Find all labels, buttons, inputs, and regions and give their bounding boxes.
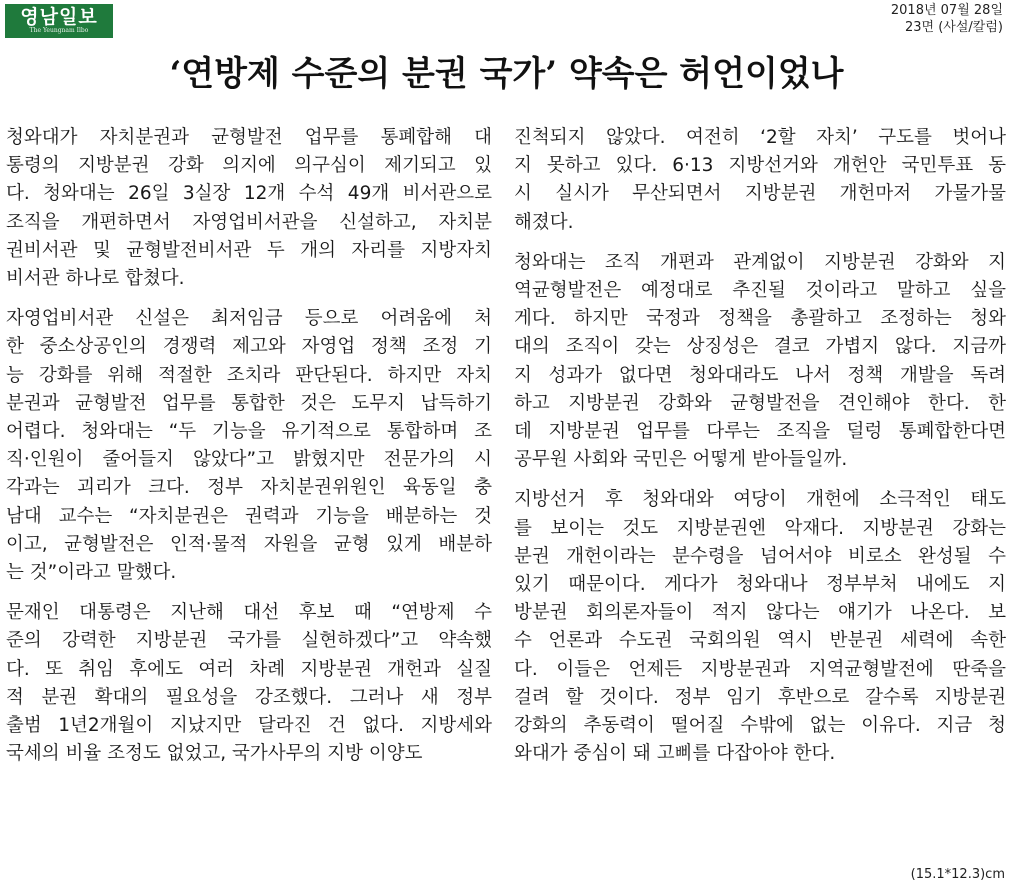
article-line: 출범 1년2개월이 지났지만 달라진 건 없다. 지방세와	[6, 715, 492, 737]
article-line: 있기 때문이다. 게다가 청와대나 정부부처 내에도 지	[514, 574, 1006, 596]
paragraph-gap	[6, 587, 492, 599]
article-line: 자영업비서관 신설은 최저임금 등으로 어려움에 처	[6, 308, 492, 330]
article-paragraph	[514, 249, 1006, 475]
logo-name: 영남일보	[20, 6, 98, 28]
article-line: 능 강화를 위해 적절한 조치라 판단된다. 하지만 자치	[6, 364, 492, 386]
article-headline: ‘연방제 수준의 분권 국가’ 약속은 허언이었나	[169, 54, 844, 94]
paragraph-gap	[6, 293, 492, 305]
article-line: 강화의 추동력이 떨어질 수밖에 없는 이유다. 지금 청	[514, 715, 1006, 737]
publication-date: 2018년 07월 28일	[890, 3, 1003, 18]
article-line: 적 분권 확대의 필요성을 강조했다. 그러나 새 정부	[6, 686, 492, 708]
article-line: 걸려 할 것이다. 정부 임기 후반으로 갈수록 지방분권	[514, 686, 1006, 708]
logo-subtitle: The Yeungnam Ilbo	[29, 27, 89, 34]
article-size-note: (15.1*12.3)cm	[910, 867, 1005, 882]
article-line: 준의 강력한 지방분권 국가를 실현하겠다”고 약속했	[6, 630, 492, 652]
article-line: 방분권 회의론자들이 적지 않다는 얘기가 나온다. 보	[514, 602, 1006, 624]
article-line: 대의 조직이 갖는 상징성은 결코 가볍지 않다. 지금까	[514, 336, 1006, 358]
article-line: 어렵다. 청와대는 “두 기능을 유기적으로 통합하며 조	[6, 421, 492, 443]
article-paragraph	[6, 124, 492, 293]
paragraph-gap	[514, 474, 1006, 486]
article-line: 지 못하고 있다. 6·13 지방선거와 개헌안 국민투표 동	[514, 155, 1006, 177]
article-line: 다. 또 취임 후에도 여러 차례 지방분권 개헌과 실질	[6, 658, 492, 680]
article-line: 게다. 하지만 국정과 정책을 총괄하고 조정하는 청와	[514, 308, 1006, 330]
article-line: 지 성과가 없다면 청와대라도 나서 정책 개발을 독려	[514, 364, 1006, 386]
article-line: 공무원 사회와 국민은 어떻게 받아들일까.	[514, 449, 848, 471]
article-line: 비서관 하나로 합쳤다.	[6, 268, 185, 290]
article-column-right	[514, 124, 1006, 768]
article-line: 는 것”이라고 말했다.	[6, 562, 177, 584]
article-line: 데 지방분권 업무를 다루는 조직을 덜렁 통폐합한다면	[514, 421, 1006, 443]
article-line: 국세의 비율 조정도 없었고, 국가사무의 지방 이양도	[6, 743, 423, 765]
article-line: 통령의 지방분권 강화 의지에 의구심이 제기되고 있	[6, 155, 492, 177]
article-line: 분권과 균형발전 업무를 통합한 것은 도무지 납득하기	[6, 392, 492, 414]
article-line: 해졌다.	[514, 211, 574, 233]
article-line: 각과는 괴리가 크다. 정부 자치분권위원인 육동일 충	[6, 477, 492, 499]
article-line: 역균형발전은 예정대로 추진될 것이라고 말하고 싶을	[514, 280, 1006, 302]
article-line: 수 언론과 수도권 국회의원 역시 반분권 세력에 속한	[514, 630, 1006, 652]
article-line: 지방선거 후 청와대와 여당이 개헌에 소극적인 태도	[514, 489, 1006, 511]
article-line: 분권 개헌이라는 분수령을 넘어서야 비로소 완성될 수	[514, 545, 1006, 567]
article-line: 진척되지 않았다. 여전히 ‘2할 자치’ 구도를 벗어나	[514, 127, 1006, 148]
article-line: 권비서관 및 균형발전비서관 두 개의 자리를 지방자치	[6, 239, 492, 261]
article-line: 한 중소상공인의 경쟁력 제고와 자영업 정책 조정 기	[6, 336, 492, 358]
article-line: 직·인원이 줄어들지 않았다”고 밝혔지만 전문가의 시	[6, 449, 492, 471]
article-line: 청와대가 자치분권과 균형발전 업무를 통폐합해 대	[6, 127, 492, 148]
article-line: 를 보이는 것도 지방분권엔 악재다. 지방분권 강화는	[514, 517, 1006, 539]
article-line: 청와대는 조직 개편과 관계없이 지방분권 강화와 지	[514, 251, 1006, 273]
article-column-left	[6, 124, 492, 768]
article-line: 하고 지방분권 강화와 균형발전을 견인해야 한다. 한	[514, 392, 1006, 414]
article-paragraph	[6, 305, 492, 587]
article-line: 와대가 중심이 돼 고삐를 다잡아야 한다.	[514, 743, 836, 765]
article-line: 남대 교수는 “자치분권은 권력과 기능을 배분하는 것	[6, 505, 492, 527]
article-line: 조직을 개편하면서 자영업비서관을 신설하고, 자치분	[6, 211, 492, 233]
article-paragraph	[6, 599, 492, 768]
article-line: 문재인 대통령은 지난해 대선 후보 때 “연방제 수	[6, 602, 492, 624]
article-paragraph	[514, 124, 1006, 237]
article-line: 다. 이들은 언제든 지방분권과 지역균형발전에 딴죽을	[514, 658, 1006, 680]
publication-meta	[891, 2, 1003, 36]
page-section: 23면 (사설/칼럼)	[905, 20, 1003, 35]
article-line: 이고, 균형발전은 인적·물적 자원을 균형 있게 배분하	[6, 533, 492, 555]
paragraph-gap	[514, 237, 1006, 249]
article-line: 시 실시가 무산되면서 지방분권 개헌마저 가물가물	[514, 183, 1006, 205]
article-line: 다. 청와대는 26일 3실장 12개 수석 49개 비서관으로	[6, 183, 492, 205]
newspaper-logo	[5, 4, 113, 38]
article-paragraph	[514, 486, 1006, 768]
